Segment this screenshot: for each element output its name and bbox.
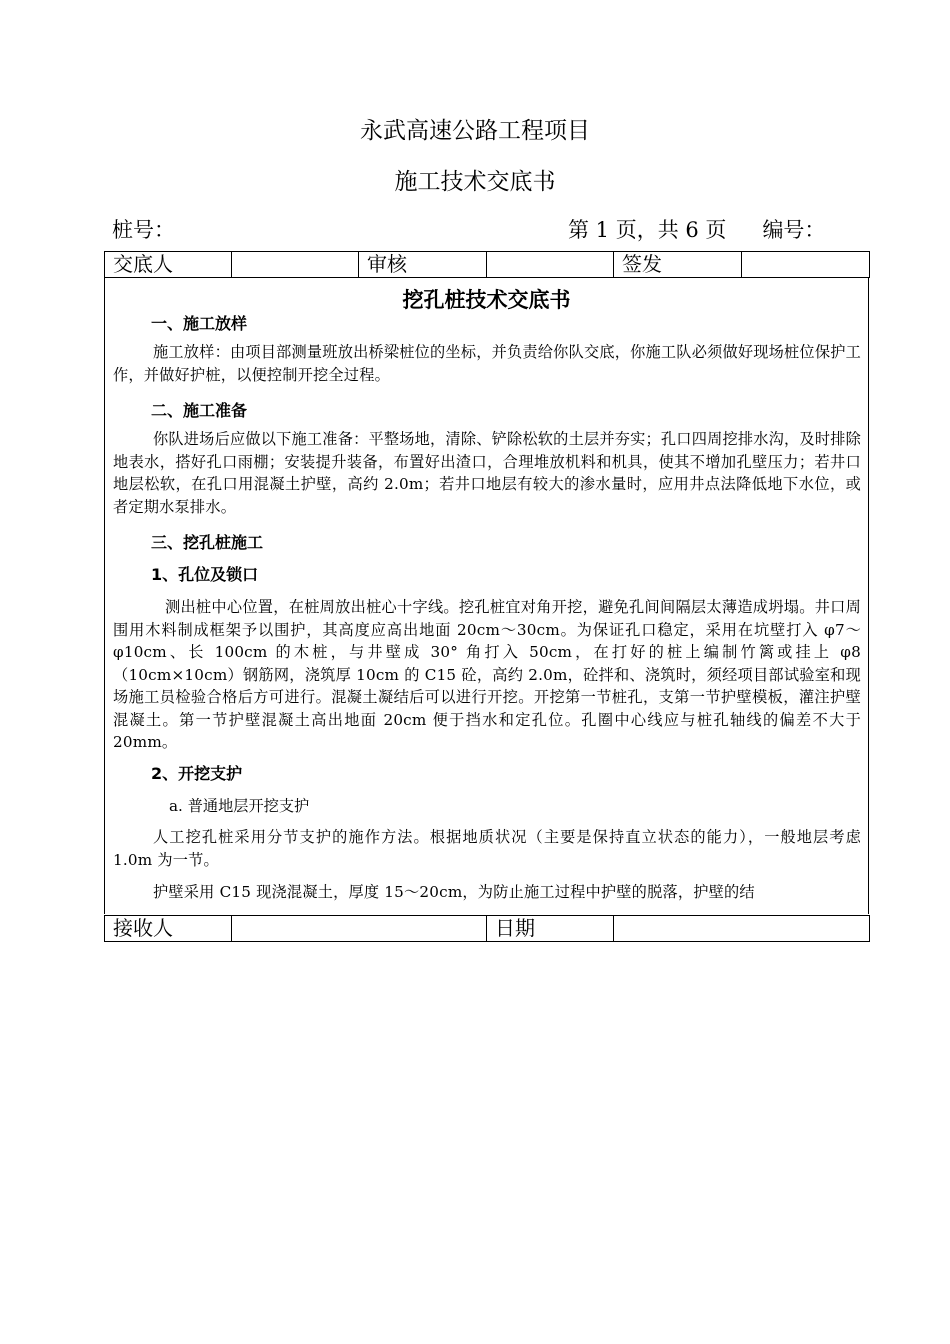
paragraph: 你队进场后应做以下施工准备：平整场地，清除、铲除松软的土层并夯实；孔口四周挖排水沟，及时排除地表水，搭好孔口雨棚；安装提升装备，布置好出渣口，合理堆放机料和机具，使其不增加孔壁压力；若井口地层松软，在孔口用混凝土护壁，高约 2.0m；若井口地层有较大的渗水量时，应用井点法降低地下水位，或者定期水泵排水。 — [113, 430, 861, 516]
page-info: 第 1 页，共 6 页 — [568, 218, 727, 242]
content-box — [104, 277, 869, 914]
section-heading: 二、施工准备 — [151, 401, 248, 420]
page-meta — [568, 214, 825, 244]
document-subtitle: 施工技术交底书 — [394, 169, 556, 195]
pile-number-label: 桩号： — [112, 218, 175, 242]
date-label: 日期 — [487, 916, 614, 942]
section-heading: 一、施工放样 — [151, 314, 248, 333]
paragraph: 人工挖孔桩采用分节支护的施作方法。根据地质状况（主要是保持直立状态的能力），一般地层考虑 1.0m 为一节。 — [113, 828, 861, 869]
presenter-field[interactable] — [232, 252, 359, 278]
review-field[interactable] — [487, 252, 614, 278]
signature-table-bottom — [104, 915, 870, 942]
subsection-heading: 1、孔位及锁口 — [151, 565, 259, 584]
issue-field[interactable] — [742, 252, 870, 278]
table-row — [105, 252, 870, 278]
paragraph: 施工放样：由项目部测量班放出桥梁桩位的坐标，并负责给你队交底，你施工队必须做好现场桩位保护工作，并做好护桩，以便控制开挖全过程。 — [113, 343, 861, 384]
document-title: 永武高速公路工程项目 — [360, 118, 590, 144]
review-label: 审核 — [359, 252, 487, 278]
table-row — [105, 916, 870, 942]
receiver-field[interactable] — [232, 916, 487, 942]
issue-label: 签发 — [614, 252, 742, 278]
code-label: 编号： — [762, 218, 826, 242]
sub-item: a. 普通地层开挖支护 — [169, 797, 310, 815]
signature-table-top — [104, 251, 870, 278]
content-title: 挖孔桩技术交底书 — [402, 288, 571, 312]
presenter-label: 交底人 — [105, 252, 232, 278]
section-heading: 三、挖孔桩施工 — [151, 533, 264, 552]
receiver-label: 接收人 — [105, 916, 232, 942]
date-field[interactable] — [614, 916, 870, 942]
paragraph: 护壁采用 C15 现浇混凝土，厚度 15～20cm，为防止施工过程中护壁的脱落，护壁的结 — [153, 883, 755, 901]
paragraph: 测出桩中心位置，在桩周放出桩心十字线。挖孔桩宜对角开挖，避免孔间间隔层太薄造成坍塌。井口周围用木料制成框架予以围护，其高度应高出地面 20cm～30cm。为保证孔口稳定，采用在坑壁打入 φ7～φ10cm、长 100cm 的木桩，与井壁成 30° 角打入 50cm，在打好的桩上编制竹篱或挂上 φ8（10cm×10cm）钢筋网，浇筑厚 10cm 的 C15 砼，高约 2.0m，砼拌和、浇筑时，须经项目部试验室和现场施工员检验合格后方可进行。混凝土凝结后可以进行开挖。开挖第一节桩孔，支第一节护壁模板，灌注护壁混凝土。第一节护壁混凝土高出地面 20cm 便于挡水和定孔位。孔圈中心线应与桩孔轴线的偏差不大于 20mm。 — [113, 598, 861, 751]
subsection-heading: 2、开挖支护 — [151, 764, 243, 783]
